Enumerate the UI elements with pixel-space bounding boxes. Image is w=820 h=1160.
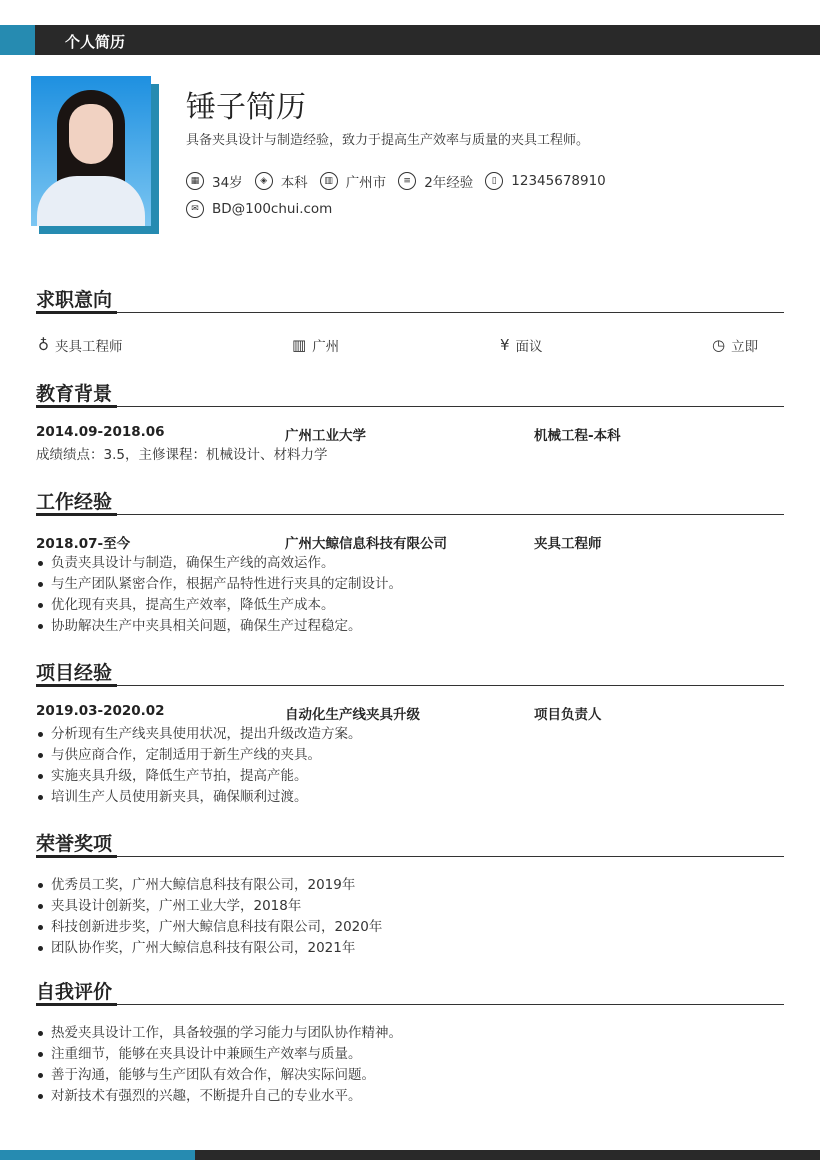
header-title: 个人简历 [65,33,126,51]
section-intent [36,285,784,313]
section-title: 工作经验 [36,491,113,513]
tie-icon: ♁ [38,336,49,354]
header-bar [0,25,820,55]
project-name: 自动化生产线夹具升级 [285,707,420,723]
section-project [36,658,784,808]
header-accent [0,25,35,55]
footer-accent [0,1150,195,1160]
edu-detail: 成绩绩点：3.5，主修课程：机械设计、材料力学 [36,447,328,463]
list-item: 团队协作奖，广州大鲸信息科技有限公司，2021年 [36,938,784,959]
city: 广州市 [345,175,387,191]
list-item: 分析现有生产线夹具使用状况，提出升级改造方案。 [36,724,784,745]
graduation-cap-icon: ◈ [255,172,273,190]
candidate-summary: 具备夹具设计与制造经验，致力于提高生产效率与质量的夹具工程师。 [186,133,590,148]
age: 34岁 [212,175,243,191]
list-item: 优秀员工奖，广州大鲸信息科技有限公司，2019年 [36,875,784,896]
email-row [186,200,344,218]
phone-icon: ▯ [485,172,503,190]
edu-date: 2014.09-2018.06 [36,424,165,440]
list-item: 与供应商合作，定制适用于新生产线的夹具。 [36,745,784,766]
section-title: 教育背景 [36,383,113,405]
building-icon: ▥ [292,336,307,354]
email: BD@100chui.com [212,201,333,217]
document-icon: ≡ [398,172,416,190]
candidate-name: 锤子简历 [186,90,306,125]
intent-position [38,335,123,355]
clock-icon: ◷ [712,336,726,354]
list-item: 科技创新进步奖，广州大鲸信息科技有限公司，2020年 [36,917,784,938]
footer-bar [0,1150,820,1160]
intent-city-value: 广州 [312,339,340,355]
list-item: 善于沟通，能够与生产团队有效合作，解决实际问题。 [36,1065,784,1086]
list-item: 与生产团队紧密合作，根据产品特性进行夹具的定制设计。 [36,574,784,595]
section-honors [36,829,784,959]
yen-icon: ¥ [500,336,510,354]
intent-city [292,335,339,355]
edu-major: 机械工程-本科 [534,428,621,444]
edu-school: 广州工业大学 [285,428,366,444]
work-date: 2018.07-至今 [36,536,131,552]
list-item: 协助解决生产中夹具相关问题，确保生产过程稳定。 [36,616,784,637]
calendar-icon: ▦ [186,172,204,190]
intent-salary-value: 面议 [515,339,543,355]
list-item: 热爱夹具设计工作，具备较强的学习能力与团队协作精神。 [36,1023,784,1044]
experience: 2年经验 [424,175,474,191]
intent-availability [712,335,758,355]
intent-availability-value: 立即 [731,339,759,355]
section-education [36,379,784,466]
work-company: 广州大鲸信息科技有限公司 [285,536,447,552]
project-date: 2019.03-2020.02 [36,703,165,719]
section-title: 项目经验 [36,662,113,684]
section-title: 求职意向 [36,289,113,311]
phone: 12345678910 [511,173,606,189]
list-item: 负责夹具设计与制造，确保生产线的高效运作。 [36,553,784,574]
section-title: 荣誉奖项 [36,833,113,855]
building-icon: ▥ [320,172,338,190]
section-title: 自我评价 [36,981,113,1003]
intent-position-value: 夹具工程师 [55,339,123,355]
intent-salary [500,335,543,355]
project-role: 项目负责人 [534,707,602,723]
list-item: 对新技术有强烈的兴趣，不断提升自己的专业水平。 [36,1086,784,1107]
section-work [36,487,784,637]
list-item: 优化现有夹具，提高生产效率，降低生产成本。 [36,595,784,616]
mail-icon: ✉ [186,200,204,218]
list-item: 培训生产人员使用新夹具，确保顺利过渡。 [36,787,784,808]
avatar [31,76,151,226]
section-self [36,977,784,1107]
list-item: 夹具设计创新奖，广州工业大学，2018年 [36,896,784,917]
work-role: 夹具工程师 [534,536,602,552]
info-row [186,171,618,191]
degree: 本科 [280,175,308,191]
list-item: 注重细节，能够在夹具设计中兼顾生产效率与质量。 [36,1044,784,1065]
list-item: 实施夹具升级，降低生产节拍，提高产能。 [36,766,784,787]
